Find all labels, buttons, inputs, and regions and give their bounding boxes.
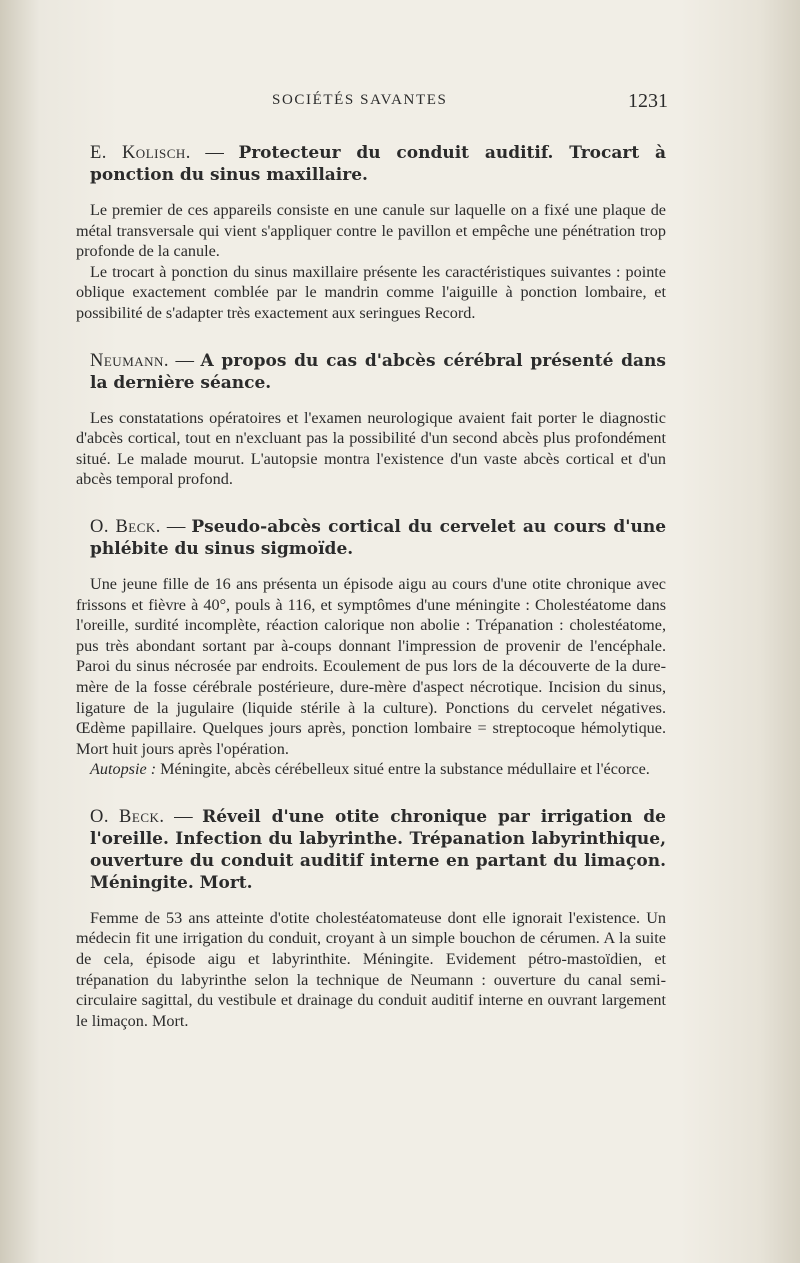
page-body bbox=[76, 142, 666, 1057]
entry-paragraph: Les constatations opératoires et l'examen neurologique avaient fait porter le diagnostic d'abcès cortical, tout en n'excluant pas la possibilité d'un second abcès plus profondément situé. Le malade mourut. L'autopsie montra l'existence d'un vaste abcès cortical et d'un abcès temporal profond. bbox=[76, 408, 666, 489]
running-head: SOCIÉTÉS SAVANTES bbox=[272, 92, 448, 108]
entry-heading: Protecteur du conduit auditif. Trocart à ponction du sinus maxillaire. bbox=[90, 143, 667, 185]
entry-heading: Réveil d'une otite chronique par irrigation de l'oreille. Infection du labyrinthe. Trépanation labyrinthique, ouverture du conduit auditif interne en partant du limaçon. Méningite. Mort. bbox=[90, 806, 666, 893]
page-header bbox=[0, 90, 800, 114]
entry-title: O. Beck. — Réveil d'une otite chronique par irrigation de l'oreille. Infection du labyrinthe. Trépanation labyrinthique, ouverture du conduit auditif interne en partant du limaçon. Méningite. Mort. bbox=[90, 806, 666, 893]
entry-heading: A propos du cas d'abcès cérébral présenté dans la dernière séance. bbox=[90, 350, 666, 393]
entry-title: O. Beck. — Pseudo-abcès cortical du cervelet au cours d'une phlébite du sinus sigmoïde. bbox=[90, 516, 667, 559]
autopsy-text: Méningite, abcès cérébelleux situé entre la substance médullaire et l'écorce. bbox=[156, 760, 650, 779]
autopsy-paragraph bbox=[76, 759, 666, 780]
entry-author: O. Beck. bbox=[90, 516, 161, 537]
entry-paragraph: Le trocart à ponction du sinus maxillaire présente les caractéristiques suivantes : pointe oblique exactement comblée par le mandrin comme l'aiguille à ponction lombaire, et possibilité de s'adapter très exactement aux seringues Record. bbox=[76, 262, 666, 322]
entry-author: E. Kolisch. bbox=[90, 143, 191, 163]
entry-author: Neumann. bbox=[90, 350, 170, 371]
entry-beck-pseudo-abces bbox=[76, 516, 666, 780]
entry-title: E. Kolisch. — Protecteur du conduit auditif. Trocart à ponction du sinus maxillaire. bbox=[90, 143, 667, 185]
entry-heading: Pseudo-abcès cortical du cervelet au cours d'une phlébite du sinus sigmoïde. bbox=[90, 516, 667, 559]
entry-paragraph: Une jeune fille de 16 ans présenta un épisode aigu au cours d'une otite chronique avec frissons et fièvre à 40°, pouls à 116, et symptômes d'une méningite : Cholestéatome dans l'oreille, surdité incomplète, réaction calorique non abolie : Trépanation : cholestéatome, pus très abondant sortant par à-coups donnant l'impression de provenir de l'encéphale. Paroi du sinus nécrosée par endroits. Ecoulement de pus lors de la découverte de la dure-mère de la fosse cérébrale postérieure, dure-mère d'aspect nécrotique. Incision du sinus, ligature de la jugulaire (liquide stérile à la culture). Ponctions du cervelet négatives. Œdème papillaire. Quelques jours après, ponction lombaire = streptocoque hémolytique. Mort huit jours après l'opération. bbox=[76, 574, 666, 758]
entry-title: Neumann. — A propos du cas d'abcès cérébral présenté dans la dernière séance. bbox=[90, 350, 666, 393]
entry-beck-reveil-otite bbox=[76, 806, 666, 1032]
entry-neumann bbox=[76, 350, 666, 490]
entry-author: O. Beck. bbox=[90, 806, 165, 827]
entry-paragraph: Le premier de ces appareils consiste en une canule sur laquelle on a fixé une plaque de métal transversale qui vient s'appliquer contre le pavillon et empêche une pénétration trop profonde de la canule. bbox=[76, 201, 666, 261]
entry-kolisch bbox=[76, 142, 666, 324]
page-number: 1231 bbox=[628, 90, 668, 112]
entry-paragraph: Femme de 53 ans atteinte d'otite cholestéatomateuse dont elle ignorait l'existence. Un médecin fit une irrigation du conduit, croyant à un simple bouchon de cérumen. A la suite de cela, épisode aigu et labyrinthite. Méningite. Evidement pétro-mastoïdien, et trépanation du labyrinthe selon la technique de Neumann : ouverture du canal semi-circulaire sagittal, du vestibule et drainage du conduit auditif interne en ouvrant largement le limaçon. Mort. bbox=[76, 908, 666, 1030]
autopsy-label: Autopsie : bbox=[90, 760, 157, 779]
